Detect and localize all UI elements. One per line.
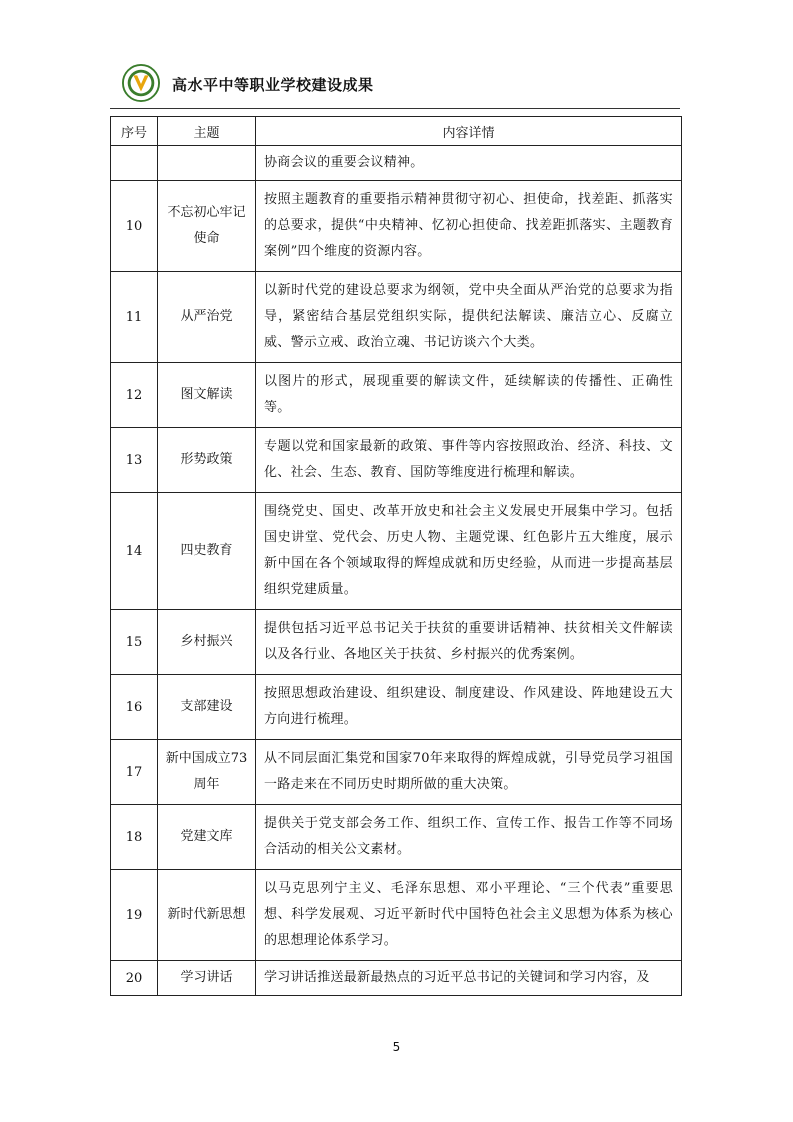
row-detail: 以新时代党的建设总要求为纲领，党中央全面从严治党的总要求为指导，紧密结合基层党组织实际，提供纪法解读、廉洁立心、反腐立威、警示立戒、政治立魂、书记访谈六个大类。	[256, 272, 682, 363]
column-header-detail: 内容详情	[256, 117, 682, 146]
row-topic: 学习讲话	[158, 961, 256, 996]
column-header-topic: 主题	[158, 117, 256, 146]
page-number: 5	[392, 1040, 401, 1054]
row-detail: 按照思想政治建设、组织建设、制度建设、作风建设、阵地建设五大方向进行梳理。	[256, 675, 682, 740]
header-title: 高水平中等职业学校建设成果	[172, 76, 374, 94]
page-header	[110, 64, 680, 106]
column-header-number: 序号	[111, 117, 158, 146]
table-row	[111, 181, 682, 272]
row-number	[111, 146, 158, 181]
row-number: 18	[111, 805, 158, 870]
content-table	[110, 116, 682, 996]
row-topic: 新中国成立73周年	[158, 740, 256, 805]
row-number: 15	[111, 610, 158, 675]
table-row	[111, 272, 682, 363]
row-detail: 专题以党和国家最新的政策、事件等内容按照政治、经济、科技、文化、社会、生态、教育、国防等维度进行梳理和解读。	[256, 428, 682, 493]
row-number: 19	[111, 870, 158, 961]
row-topic: 新时代新思想	[158, 870, 256, 961]
row-detail: 协商会议的重要会议精神。	[256, 146, 682, 181]
row-detail: 以图片的形式，展现重要的解读文件，延续解读的传播性、正确性等。	[256, 363, 682, 428]
table-row	[111, 146, 682, 181]
row-detail: 以马克思列宁主义、毛泽东思想、邓小平理论、“三个代表”重要思想、科学发展观、习近平新时代中国特色社会主义思想为体系为核心的思想理论体系学习。	[256, 870, 682, 961]
row-topic	[158, 146, 256, 181]
row-topic: 从严治党	[158, 272, 256, 363]
header-divider	[110, 108, 680, 109]
row-topic: 乡村振兴	[158, 610, 256, 675]
table-row	[111, 675, 682, 740]
table-header-row	[111, 117, 682, 146]
row-topic: 不忘初心牢记使命	[158, 181, 256, 272]
row-number: 16	[111, 675, 158, 740]
table-row	[111, 870, 682, 961]
row-detail: 提供包括习近平总书记关于扶贫的重要讲话精神、扶贫相关文件解读以及各行业、各地区关于扶贫、乡村振兴的优秀案例。	[256, 610, 682, 675]
school-emblem-icon	[122, 64, 160, 102]
row-number: 12	[111, 363, 158, 428]
row-number: 10	[111, 181, 158, 272]
row-number: 20	[111, 961, 158, 996]
row-topic: 支部建设	[158, 675, 256, 740]
table-row	[111, 428, 682, 493]
row-topic: 党建文库	[158, 805, 256, 870]
row-detail: 从不同层面汇集党和国家70年来取得的辉煌成就，引导党员学习祖国一路走来在不同历史时期所做的重大决策。	[256, 740, 682, 805]
table-row	[111, 493, 682, 610]
row-topic: 图文解读	[158, 363, 256, 428]
table-row	[111, 610, 682, 675]
row-number: 14	[111, 493, 158, 610]
row-number: 17	[111, 740, 158, 805]
table-row	[111, 805, 682, 870]
row-number: 13	[111, 428, 158, 493]
row-topic: 形势政策	[158, 428, 256, 493]
table-row	[111, 961, 682, 996]
row-detail: 提供关于党支部会务工作、组织工作、宣传工作、报告工作等不同场合活动的相关公文素材。	[256, 805, 682, 870]
row-topic: 四史教育	[158, 493, 256, 610]
table-row	[111, 740, 682, 805]
row-detail: 围绕党史、国史、改革开放史和社会主义发展史开展集中学习。包括国史讲堂、党代会、历史人物、主题党课、红色影片五大维度，展示新中国在各个领域取得的辉煌成就和历史经验，从而进一步提高基层组织党建质量。	[256, 493, 682, 610]
table-row	[111, 363, 682, 428]
row-number: 11	[111, 272, 158, 363]
row-detail: 学习讲话推送最新最热点的习近平总书记的关键词和学习内容，及	[256, 961, 682, 996]
row-detail: 按照主题教育的重要指示精神贯彻守初心、担使命，找差距、抓落实的总要求，提供“中央精神、忆初心担使命、找差距抓落实、主题教育案例”四个维度的资源内容。	[256, 181, 682, 272]
